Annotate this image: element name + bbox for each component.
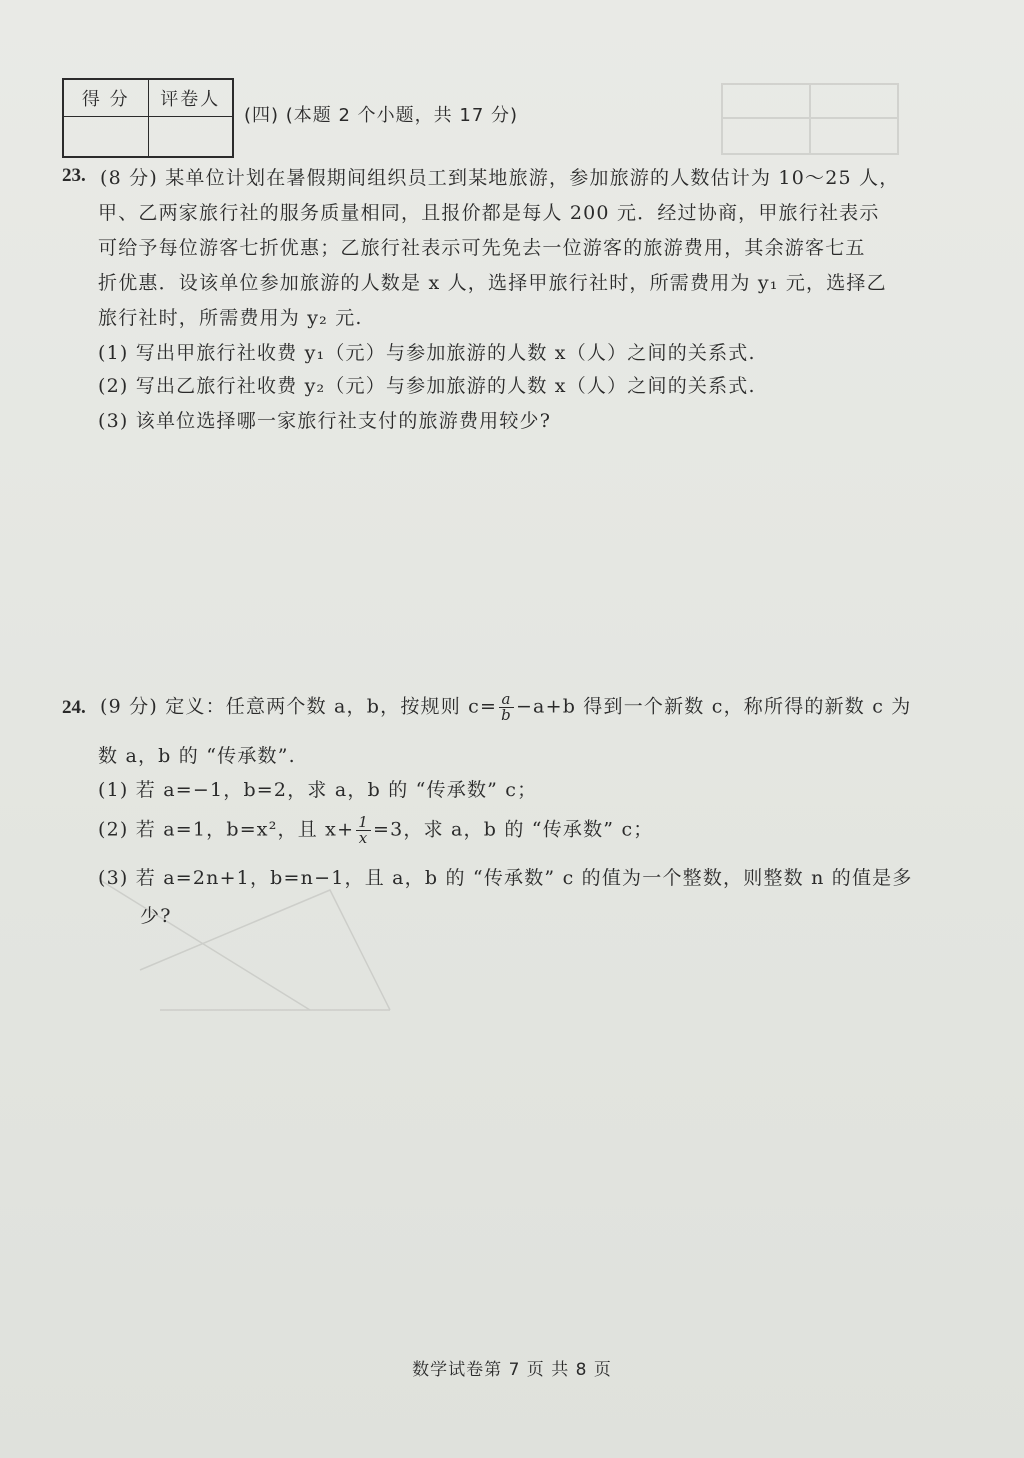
score-header: 得 分 [63, 79, 148, 117]
page-footer: 数学试卷第 7 页 共 8 页 [412, 1360, 612, 1380]
grader-header: 评卷人 [148, 79, 233, 117]
q23-line-2: 甲、乙两家旅行社的服务质量相同，且报价都是每人 200 元．经过协商，甲旅行社表示 [98, 202, 880, 224]
q24-line-1 [100, 692, 912, 723]
q23-number: 23. [62, 165, 86, 186]
q24-line-2: 数 a，b 的 “传承数”. [98, 745, 296, 767]
q23-line-1: (8 分) 某单位计划在暑假期间组织员工到某地旅游，参加旅游的人数估计为 10～25 人， [100, 167, 900, 189]
q24-number: 24. [62, 697, 86, 718]
score-table [62, 78, 234, 158]
section-heading: (四) (本题 2 个小题，共 17 分) [244, 105, 519, 126]
q24-part-3-line-2: 少? [140, 905, 172, 927]
q23-part-1: (1) 写出甲旅行社收费 y₁（元）与参加旅游的人数 x（人）之间的关系式. [98, 342, 756, 364]
score-cell [63, 117, 148, 158]
fraction-numerator: a [499, 692, 514, 708]
q24-part-1: (1) 若 a=−1，b=2，求 a，b 的 “传承数” c； [98, 779, 538, 801]
q23-line-4: 折优惠．设该单位参加旅游的人数是 x 人，选择甲旅行社时，所需费用为 y₁ 元，选择乙 [98, 272, 887, 294]
q23-line-3: 可给予每位游客七折优惠；乙旅行社表示可先免去一位游客的旅游费用，其余游客七五 [98, 237, 866, 259]
fraction-denominator: x [358, 829, 369, 847]
q24-part2-text-a: (2) 若 a=1，b=x²，且 x+ [98, 818, 355, 841]
q24-part-3-line-1: (3) 若 a=2n+1，b=n−1，且 a，b 的 “传承数” c 的值为一个整数，则整数 n 的值是多 [98, 867, 913, 889]
q23-part-2: (2) 写出乙旅行社收费 y₂（元）与参加旅游的人数 x（人）之间的关系式. [98, 375, 756, 397]
q24-part-2 [98, 815, 654, 846]
q24-fraction-1-over-x [356, 815, 371, 846]
q24-line1-text-b: −a+b 得到一个新数 c，称所得的新数 c 为 [515, 695, 912, 718]
fraction-numerator: 1 [358, 813, 369, 831]
grader-cell [148, 117, 233, 158]
q24-line1-text-a: (9 分) 定义：任意两个数 a，b，按规则 c= [100, 695, 498, 718]
q23-part-3: (3) 该单位选择哪一家旅行社支付的旅游费用较少? [98, 410, 552, 432]
q24-fraction-a-over-b [499, 692, 514, 723]
q24-part2-text-b: =3，求 a，b 的 “传承数” c； [372, 818, 654, 841]
fraction-denominator: b [501, 706, 512, 724]
q23-line-5: 旅行社时，所需费用为 y₂ 元. [98, 307, 363, 329]
